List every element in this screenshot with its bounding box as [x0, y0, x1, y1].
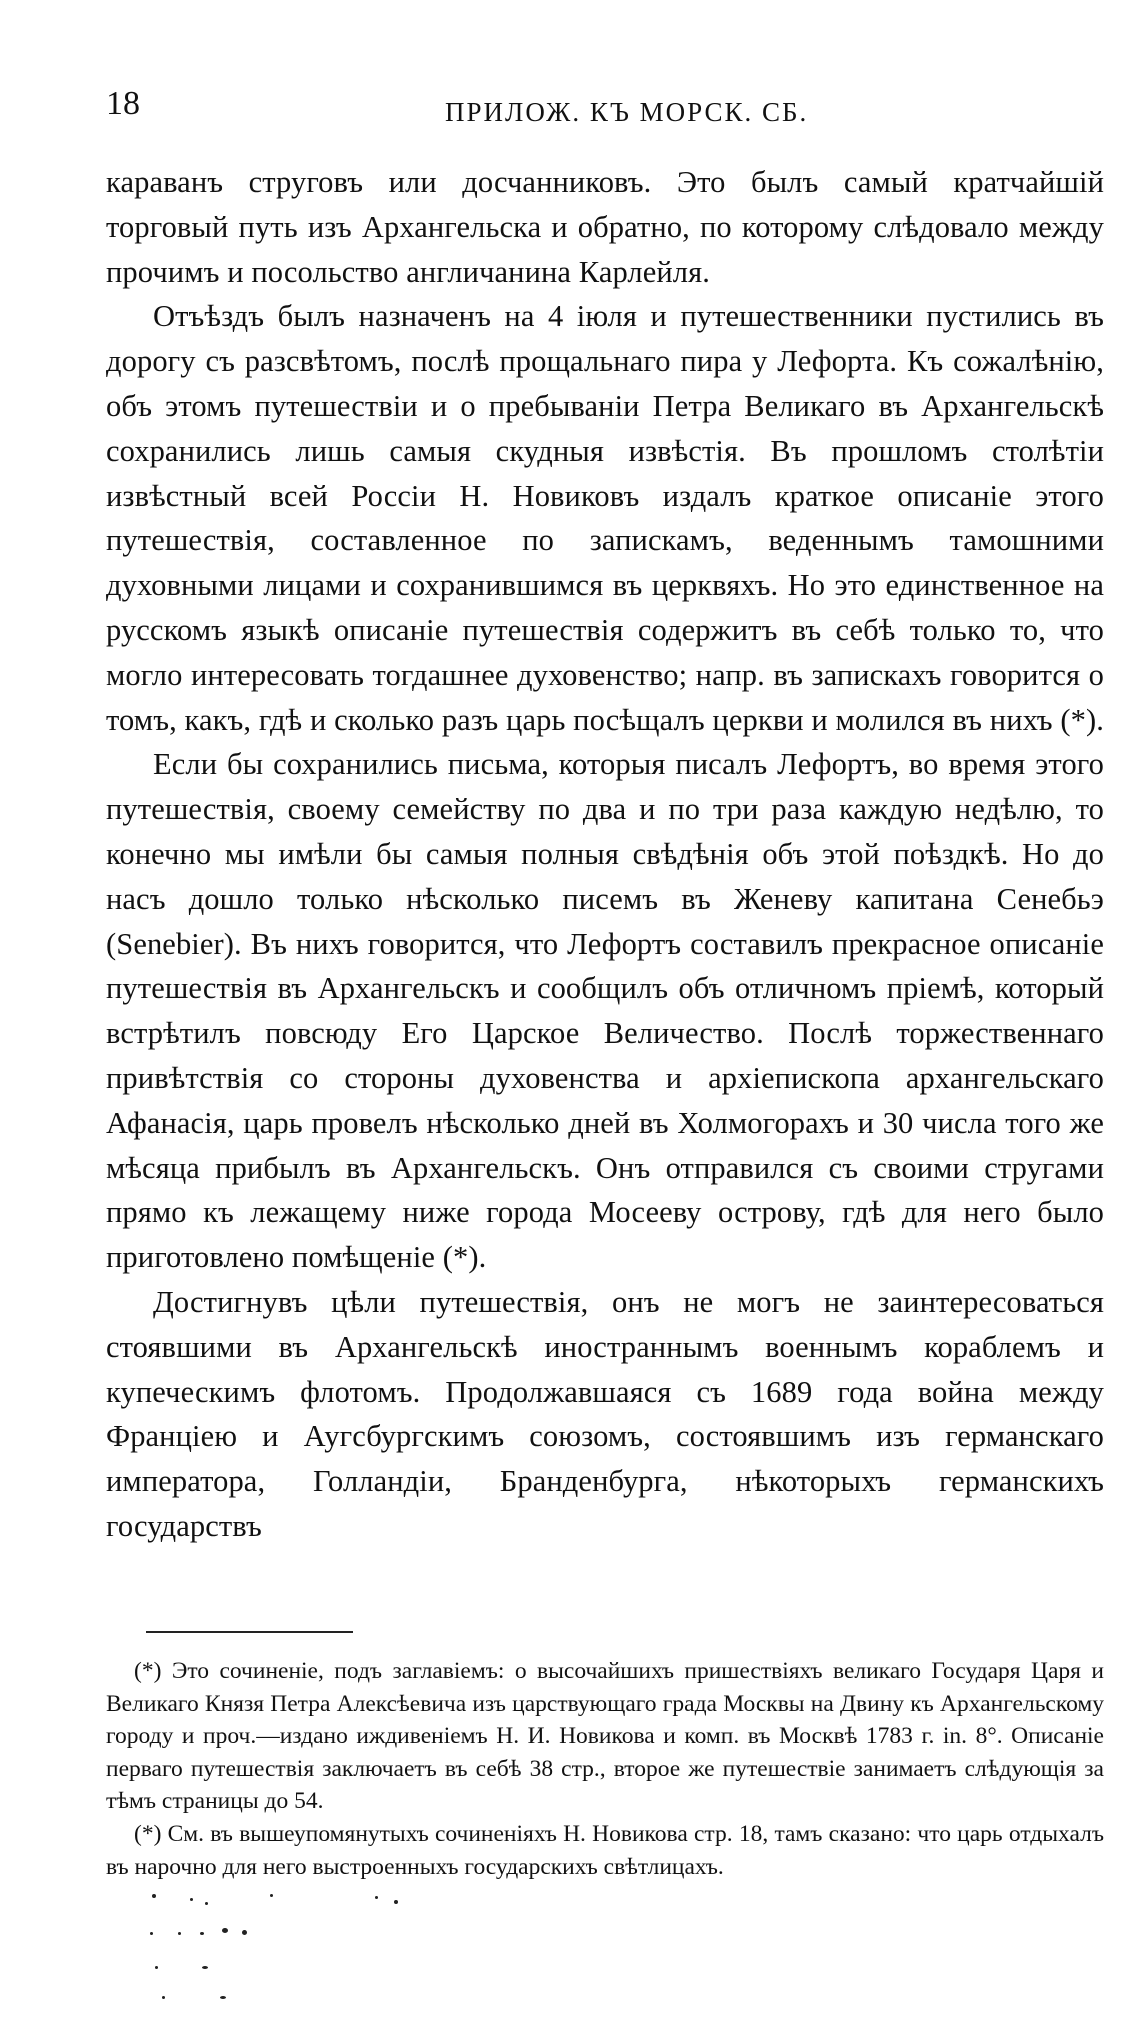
footnote-separator	[146, 1631, 353, 1633]
print-speck	[205, 1902, 208, 1905]
print-speck	[155, 1966, 158, 1969]
paragraph-3: Если бы сохранились письма, которыя писалъ Лефортъ, во время этого путешествія, своему семейству по два и по три раза каждую недѣлю, то конечно мы имѣли бы самыя полныя свѣдѣнія объ этой поѣздкѣ. Но до насъ дошло только нѣсколько писемъ въ Женеву капитана Сенебьэ (Senebier). Въ нихъ говорится, что Лефортъ составилъ прекрасное описаніе путешествія въ Архангельскъ и сообщилъ объ отличномъ пріемѣ, который встрѣтилъ повсюду Его Царское Величество. Послѣ торжественнаго привѣтствія со стороны духовенства и архіепископа архангельскаго Афанасія, царь провелъ нѣсколько дней въ Холмогорахъ и 30 числа того же мѣсяца прибылъ въ Архангельскъ. Онъ отправился съ своими стругами прямо къ лежащему ниже города Мосееву острову, гдѣ для него было приготовлено помѣщеніе (*).	[106, 747, 1104, 1275]
print-speck	[190, 1898, 193, 1901]
page-number: 18	[106, 85, 140, 122]
print-speck	[162, 1996, 165, 1999]
print-speck	[222, 1928, 228, 1933]
print-speck	[375, 1896, 378, 1899]
paragraph-2: Отъѣздъ былъ назначенъ на 4 іюля и путешественники пустились въ дорогу съ разсвѣтомъ, послѣ прощальнаго пира у Лефорта. Къ сожалѣнію, объ этомъ путешествіи и о пребываніи Петра Великаго въ Архангельскѣ сохранились лишь самыя скудныя извѣстія. Въ прошломъ столѣтіи извѣстный всей Россіи Н. Новиковъ издалъ краткое описаніе этого путешествія, составленное по запискамъ, веденнымъ тамошними духовными лицами и сохранившимся въ церквяхъ. Но это единственное на русскомъ языкѣ описаніе путешествія содержитъ въ себѣ только то, что могло интересовать тогдашнее духовенство; напр. въ запискахъ говорится о томъ, какъ, гдѣ и сколько разъ царь посѣщалъ церкви и молился въ нихъ (*).	[106, 299, 1104, 737]
print-speck	[242, 1930, 247, 1935]
print-speck	[394, 1900, 398, 1904]
footnote-1: (*) Это сочиненіе, подъ заглавіемъ: о высочайшихъ пришествіяхъ великаго Государя Царя и Великаго Князя Петра Алексѣевича изъ царствующаго града Москвы на Двину къ Архангельскому городу и проч.—издано иждивеніемъ Н. И. Новикова и комп. въ Москвѣ 1783 г. in. 8°. Описаніе перваго путешествія заключаетъ въ себѣ 38 стр., второе же путешествіе занимаетъ слѣдующія за тѣмъ страницы до 54.	[106, 1658, 1104, 1815]
footnote-2: (*) См. въ вышеупомянутыхъ сочиненіяхъ Н. Новикова стр. 18, тамъ сказано: что царь отдыхалъ въ нарочно для него выстроенныхъ государскихъ свѣтлицахъ.	[106, 1820, 1104, 1880]
print-specks	[150, 1892, 410, 2002]
print-speck	[202, 1966, 208, 1969]
print-speck	[152, 1894, 156, 1898]
print-speck	[200, 1932, 204, 1935]
print-speck	[178, 1932, 181, 1935]
running-head: ПРИЛОЖ. КЪ МОРСК. СБ.	[445, 97, 809, 127]
paragraph-4: Достигнувъ цѣли путешествія, онъ не могъ не заинтересоваться стоявшими въ Архангельскѣ иностраннымъ военнымъ кораблемъ и купеческимъ флотомъ. Продолжавшаяся съ 1689 года война между Франціею и Аугсбургскимъ союзомъ, состоявшимъ изъ германскаго императора, Голландіи, Бранденбурга, нѣкоторыхъ германскихъ государствъ	[106, 1284, 1104, 1543]
footnotes	[106, 1655, 1104, 1883]
print-speck	[270, 1894, 273, 1897]
print-speck	[220, 1996, 226, 1999]
print-speck	[150, 1932, 153, 1935]
paragraph-1: караванъ струговъ или досчанниковъ. Это былъ самый кратчайшій торговый путь изъ Архангельска и обратно, по которому слѣдовало между прочимъ и посольство англичанина Карлейля.	[106, 165, 1104, 289]
body-text	[106, 160, 1104, 1549]
